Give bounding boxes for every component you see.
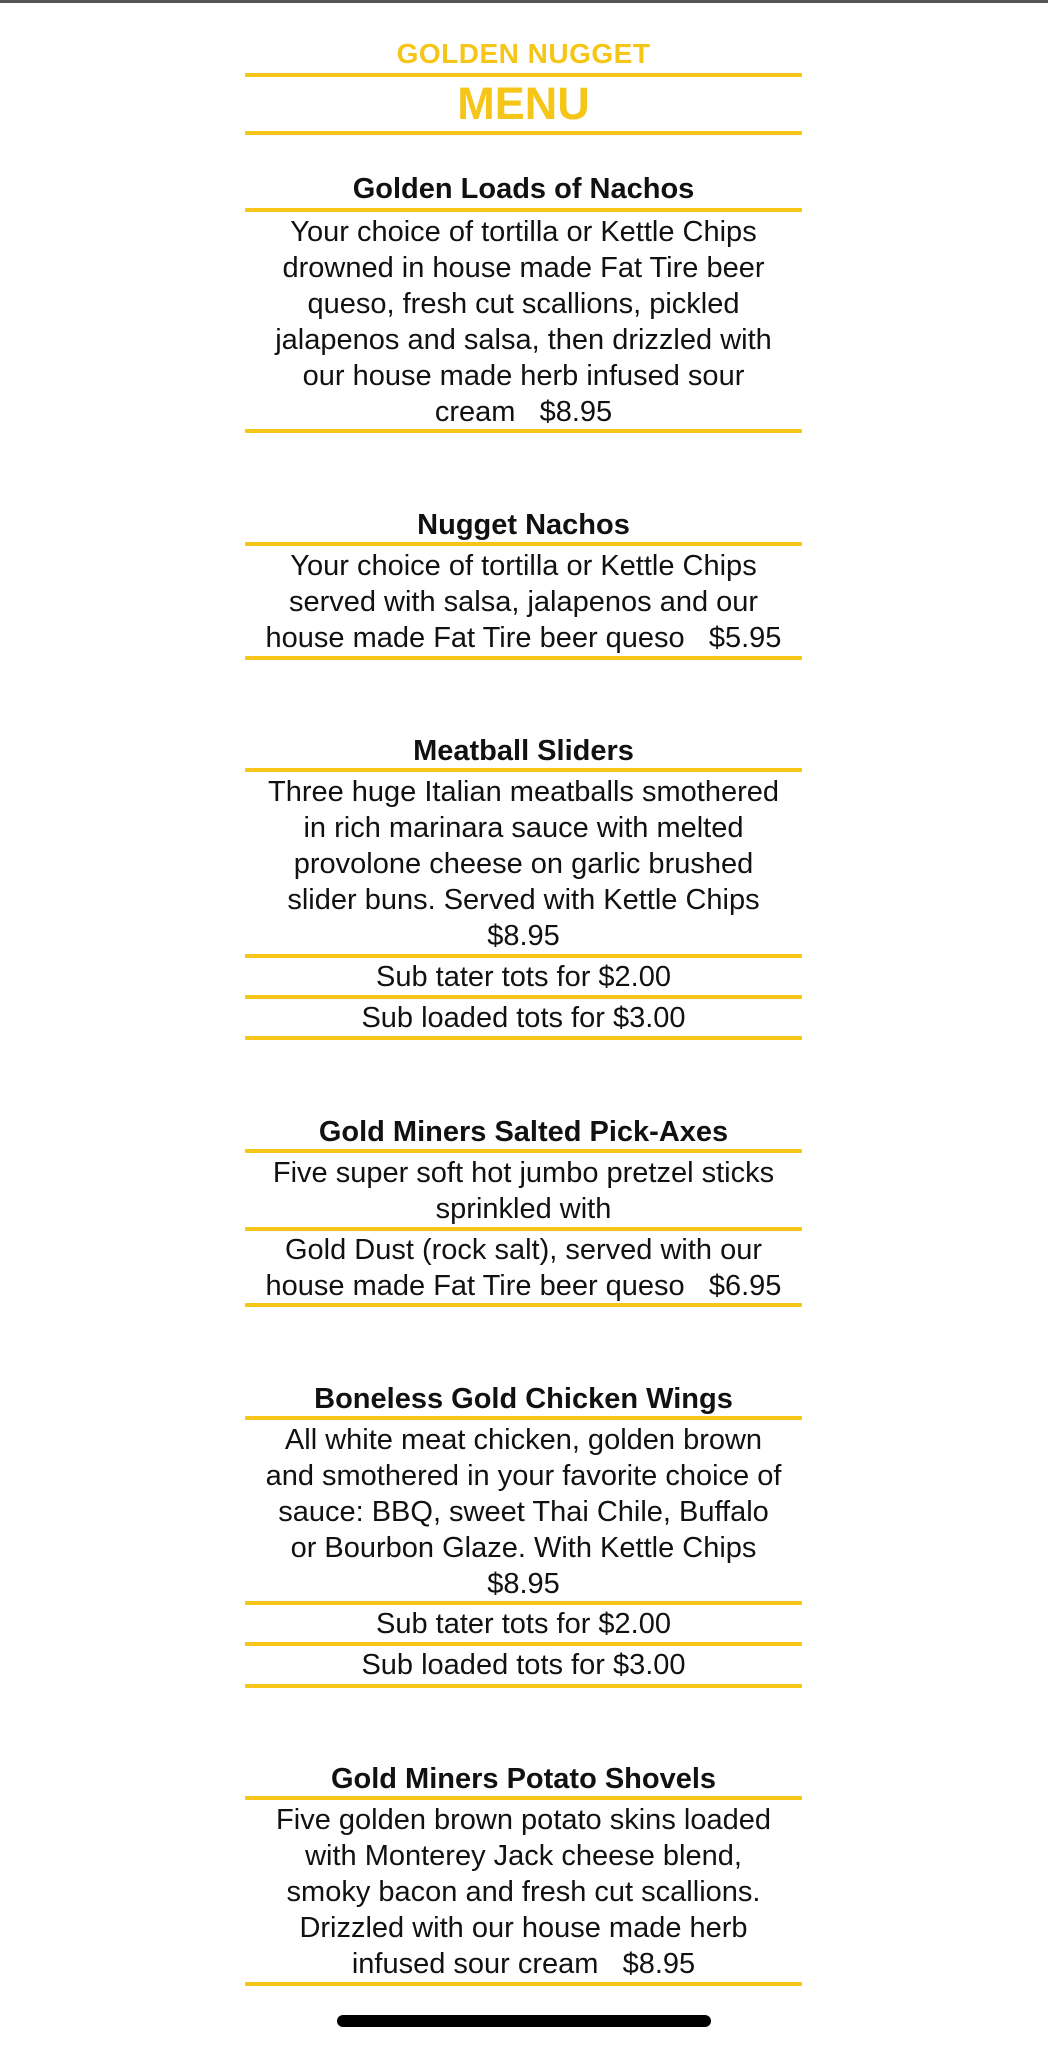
item-description-text: Your choice of tortilla or Kettle Chips drowned in house made Fat Tire beer queso, fresh cut scallions, pickled jalapenos and salsa, then drizzled with our house made herb infused sour cream [275, 216, 772, 428]
item-description: Three huge Italian meatballs smothered in rich marinara sauce with melted provolone cheese on garlic brushed slider buns. Served with Kettle Chips $8.95 [267, 776, 779, 952]
divider-rule [245, 73, 802, 77]
divider-rule [245, 1416, 802, 1420]
sub-tater-option: Sub tater tots for $2.00 [375, 1608, 671, 1640]
item-name: Meatball Sliders [413, 735, 634, 767]
item-price: $5.95 [708, 622, 782, 654]
divider-rule [245, 1982, 802, 1986]
divider-rule [245, 1642, 802, 1646]
sub-tater-option: Sub tater tots for $2.00 [375, 961, 671, 993]
sub-loaded-option: Sub loaded tots for $3.00 [361, 1649, 686, 1681]
divider-rule [245, 131, 802, 135]
divider-rule [245, 1601, 802, 1605]
item-price-spacer [598, 1948, 622, 1980]
menu-heading: MENU [457, 78, 590, 129]
item-price-spacer [685, 1270, 709, 1302]
divider-rule [245, 954, 802, 958]
item-name: Gold Miners Salted Pick-Axes [318, 1116, 729, 1148]
item-price: $8.95 [539, 396, 613, 428]
item-price: $8.95 [622, 1948, 696, 1980]
item-name: Gold Miners Potato Shovels [330, 1763, 717, 1795]
item-description [245, 1802, 802, 1982]
item-description: All white meat chicken, golden brown and smothered in your favorite choice of sauce: BBQ, sweet Thai Chile, Buffalo or Bourbon Glaze. With Kettle Chips $8.95 [265, 1424, 782, 1600]
divider-rule [245, 656, 802, 660]
item-description [245, 548, 802, 656]
home-indicator-bar[interactable] [337, 2015, 711, 2027]
item-name: Boneless Gold Chicken Wings [314, 1383, 733, 1415]
item-price-spacer [685, 622, 709, 654]
item-price: $6.95 [708, 1270, 782, 1302]
divider-rule [245, 1303, 802, 1307]
divider-rule [245, 1684, 802, 1688]
item-description-text: Five golden brown potato skins loaded with Monterey Jack cheese blend, smoky bacon and fresh cut scallions. Drizzled with our house made herb infused sour cream [276, 1804, 771, 1980]
divider-rule [245, 995, 802, 999]
item-name: Golden Loads of Nachos [352, 173, 695, 205]
divider-rule [245, 1149, 802, 1153]
divider-rule [245, 208, 802, 212]
item-price-spacer [515, 396, 539, 428]
divider-rule [245, 1796, 802, 1800]
item-description-part1: Five super soft hot jumbo pretzel sticks sprinkled with [272, 1157, 775, 1225]
divider-rule [245, 1036, 802, 1040]
divider-rule [245, 429, 802, 433]
divider-rule [245, 542, 802, 546]
brand-title: GOLDEN NUGGET [396, 38, 651, 69]
item-name: Nugget Nachos [417, 509, 630, 541]
item-description-text: Your choice of tortilla or Kettle Chips served with salsa, jalapenos and our house made Fat Tire beer queso [265, 550, 759, 654]
divider-rule [245, 768, 802, 772]
item-description-part2 [245, 1232, 802, 1304]
status-bar-edge [0, 0, 1048, 3]
item-description [245, 214, 802, 430]
item-description-text: Gold Dust (rock salt), served with our house made Fat Tire beer queso [265, 1234, 763, 1302]
sub-loaded-option: Sub loaded tots for $3.00 [361, 1002, 686, 1034]
divider-rule [245, 1227, 802, 1231]
